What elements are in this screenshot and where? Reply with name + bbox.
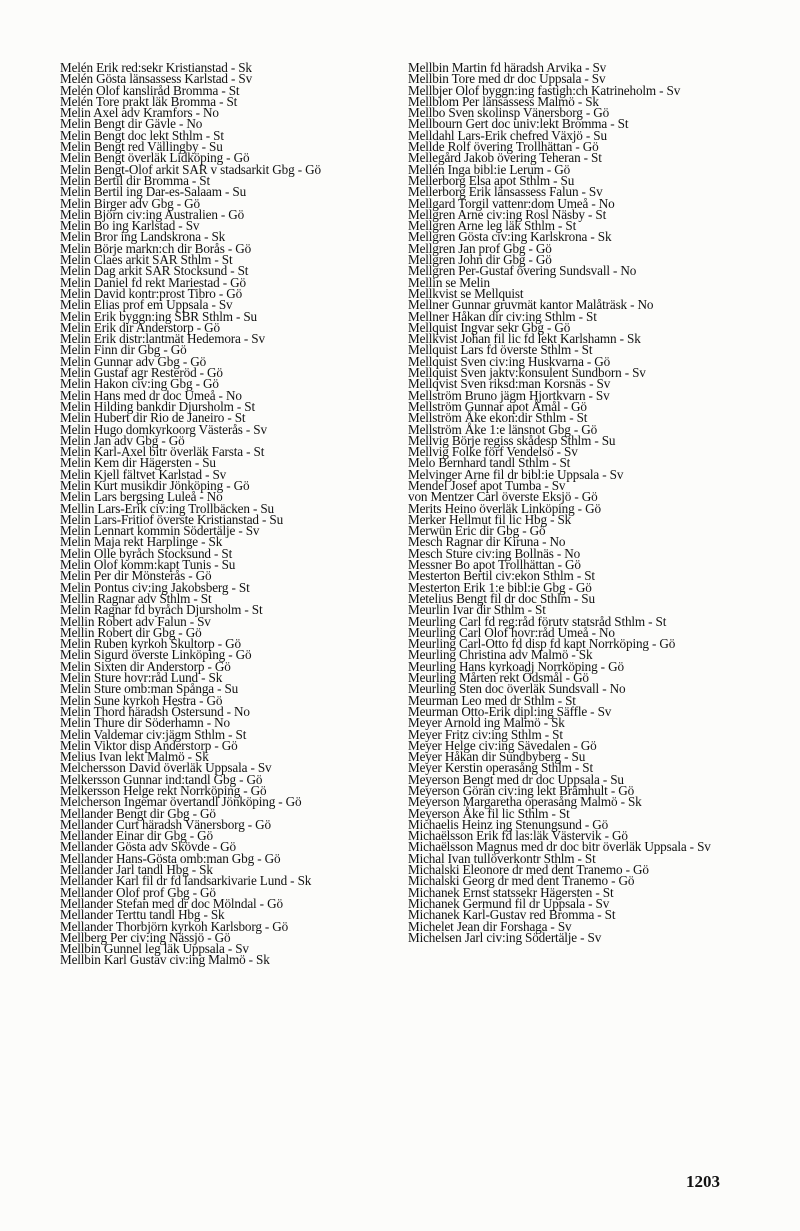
- directory-entry: Mellin Robert adv Falun - Sv: [60, 613, 211, 629]
- directory-entry: Mellbin Tore med dr doc Uppsala - Sv: [408, 71, 606, 87]
- directory-entry: Meyerson Bengt med dr doc Uppsala - Su: [408, 771, 624, 787]
- directory-entry: Meurling Hans kyrkoadj Norrköping - Gö: [408, 658, 624, 674]
- directory-entry: Mellgren Jan prof Gbg - Gö: [408, 240, 552, 256]
- directory-entry: Melin Viktor disp Anderstorp - Gö: [60, 737, 238, 753]
- directory-entry: Melin Dag arkit SAR Stocksund - St: [60, 263, 249, 279]
- directory-entry: Mellin Ragnar adv Sthlm - St: [60, 590, 212, 606]
- directory-entry: Mellkvist Johan fil lic fd lekt Karlshamn - Sk: [408, 331, 641, 347]
- directory-entry: Meyer Arnold ing Malmö - Sk: [408, 715, 565, 731]
- directory-entry: Merits Heino överläk Linköping - Gö: [408, 500, 601, 516]
- directory-entry: Mellander Terttu tandl Hbg - Sk: [60, 907, 225, 923]
- directory-entry: Michanek Karl-Gustav red Bromma - St: [408, 907, 616, 923]
- directory-entry: Melin Ruben kyrkoh Skultorp - Gö: [60, 636, 241, 652]
- directory-entry: Melin Claes arkit SAR Sthlm - St: [60, 252, 233, 268]
- directory-entry: Mellquist Ingvar sekr Gbg - Gö: [408, 319, 571, 335]
- page-number: 1203: [686, 1172, 720, 1191]
- directory-entry: Mellquist Sven civ:ing Huskvarna - Gö: [408, 353, 611, 369]
- directory-entry: Mellström Gunnar apot Åmål - Gö: [408, 398, 587, 414]
- directory-entry: Michalski Georg dr med dent Tranemo - Gö: [408, 873, 635, 889]
- directory-entry: Melin Sture hovr:råd Lund - Sk: [60, 670, 223, 686]
- directory-entry: Melin Sigurd överste Linköping - Gö: [60, 647, 252, 663]
- directory-entry: Melin Bror ing Landskrona - Sk: [60, 229, 226, 245]
- directory-entry: Mellblom Per länsassess Malmö - Sk: [408, 93, 599, 109]
- directory-entry: Meyer Håkan dir Sundbyberg - Su: [408, 749, 586, 765]
- directory-entry: Melin Lars bergsing Luleå - No: [60, 489, 223, 505]
- directory-entry: Melin Valdemar civ:jägm Sthlm - St: [60, 726, 247, 742]
- directory-entry: Michaëlsson Erik fd las:läk Västervik - Gö: [408, 828, 628, 844]
- directory-entry: Mellén Inga bibl:ie Lerum - Gö: [408, 161, 571, 177]
- directory-entry: Melin Sture omb:man Spånga - Su: [60, 681, 239, 697]
- directory-entry: Melén Erik red:sekr Kristianstad - Sk: [60, 60, 252, 75]
- directory-entry: Mesch Sture civ:ing Bollnäs - No: [408, 545, 581, 561]
- directory-entry: Mellgren Gösta civ:ing Karlskrona - Sk: [408, 229, 612, 245]
- directory-entry: Mellander Olof prof Gbg - Gö: [60, 884, 216, 900]
- directory-entry: Mellgren Arne leg läk Sthlm - St: [408, 218, 577, 234]
- directory-entry: Meurman Otto-Erik dipl:ing Säffle - Sv: [408, 703, 612, 719]
- directory-entry: Michanek Ernst statssekr Hägersten - St: [408, 884, 614, 900]
- directory-entry: Mellström Åke ekon:dir Sthlm - St: [408, 410, 588, 426]
- directory-entry: Mellin Robert dir Gbg - Gö: [60, 624, 202, 640]
- directory-entry: Melin Hilding bankdir Djursholm - St: [60, 398, 255, 414]
- directory-entry: Melin Hans med dr doc Umeå - No: [60, 387, 242, 403]
- directory-entry: Meurling Carl Olof hovr:råd Umeå - No: [408, 624, 615, 640]
- directory-entry: Melin Thure dir Söderhamn - No: [60, 715, 230, 731]
- directory-entry: Melcherson Ingemar övertandl Jönköping - Gö: [60, 794, 302, 810]
- directory-entry: Mellegård Jakob övering Teheran - St: [408, 150, 602, 166]
- directory-entry: Melin Maja rekt Harplinge - Sk: [60, 534, 223, 550]
- directory-entry: Mellner Håkan dir civ:ing Sthlm - St: [408, 308, 597, 324]
- directory-entry: Mellgren Per-Gustaf övering Sundsvall - No: [408, 263, 637, 279]
- directory-entry: Mellander Karl fil dr fd landsarkivarie Lund - Sk: [60, 873, 312, 889]
- directory-entry: Melén Olof kansliråd Bromma - St: [60, 82, 240, 98]
- directory-entry: Melin Bengt red Vällingby - Su: [60, 139, 223, 155]
- directory-entry: Mellander Einar dir Gbg - Gö: [60, 828, 213, 844]
- directory-entry: Melin Kem dir Hägersten - Su: [60, 455, 216, 471]
- directory-entry: Melin Jan adv Gbg - Gö: [60, 432, 185, 448]
- directory-entry: Mesterton Erik 1:e bibl:ie Gbg - Gö: [408, 579, 592, 595]
- directory-entry: Michalski Eleonore dr med dent Tranemo - Gö: [408, 862, 649, 878]
- directory-entry: Meurman Leo med dr Sthlm - St: [408, 692, 576, 708]
- directory-entry: Melin Gustaf agr Resteröd - Gö: [60, 365, 223, 381]
- directory-entry: Meyerson Göran civ:ing lekt Brämhult - Gö: [408, 783, 635, 798]
- directory-entry: Meurling Carl-Otto fd disp fd kapt Norrköping - Gö: [408, 636, 676, 652]
- directory-entry: Meurling Christina adv Malmö - Sk: [408, 647, 593, 663]
- directory-entry: Mellbo Sven skolinsp Vänersborg - Gö: [408, 105, 610, 121]
- directory-entry: Meurling Mårten rekt Ödsmål - Gö: [408, 670, 589, 686]
- directory-entry: Melin David kontr:prost Tibro - Gö: [60, 285, 243, 301]
- directory-entry: von Mentzer Carl överste Eksjö - Gö: [408, 489, 598, 505]
- directory-entry: Merker Hellmut fil lic Hbg - Sk: [408, 511, 572, 527]
- right-column: [408, 62, 738, 943]
- directory-entry: Meurlin Ivar dir Sthlm - St: [408, 602, 546, 618]
- directory-entry: Mellerborg Elsa apot Sthlm - Su: [408, 172, 575, 188]
- directory-entry: Mellbjer Olof byggn:ing fastigh:ch Katrineholm - Sv: [408, 82, 681, 98]
- directory-entry: Mellström Åke 1:e länsnot Gbg - Gö: [408, 421, 598, 437]
- directory-entry: Melin Pontus civ:ing Jakobsberg - St: [60, 579, 250, 595]
- directory-entry: Mellander Thorbjörn kyrkoh Karlsborg - Gö: [60, 918, 289, 934]
- directory-entry: Melin Bengt dir Gävle - No: [60, 116, 203, 132]
- directory-entry: Mellde Rolf övering Trollhättan - Gö: [408, 139, 599, 155]
- directory-entry: Melin Sixten dir Anderstorp - Gö: [60, 658, 231, 674]
- directory-entry: Melin Per dir Mönsterås - Gö: [60, 568, 212, 584]
- directory-entry: Mellander Curt häradsh Vänersborg - Gö: [60, 816, 271, 832]
- directory-entry: Mellkvist se Mellquist: [408, 285, 524, 301]
- directory-entry: Mellbin Martin fd häradsh Arvika - Sv: [408, 60, 607, 75]
- directory-entry: Michanek Germund fil dr Uppsala - Sv: [408, 895, 610, 911]
- directory-entry: Meyer Fritz civ:ing Sthlm - St: [408, 726, 563, 742]
- directory-entry: Melin Lars-Fritiof överste Kristianstad - Su: [60, 511, 284, 527]
- directory-entry: Mesterton Bertil civ:ekon Sthlm - St: [408, 568, 595, 584]
- directory-entry: Mellqvist Sven riksd:man Korsnäs - Sv: [408, 376, 611, 392]
- directory-entry: Melin Sune kyrkoh Hestra - Gö: [60, 692, 223, 708]
- directory-entry: Mellin se Melin: [408, 274, 490, 290]
- directory-entry: Mellander Gösta adv Skövde - Gö: [60, 839, 236, 855]
- directory-entry: Michelet Jean dir Forshaga - Sv: [408, 918, 572, 934]
- directory-entry: Mellgren Arne civ:ing Rosl Näsby - St: [408, 206, 607, 222]
- directory-entry: Melin Axel adv Kramfors - No: [60, 105, 219, 121]
- directory-entry: Merwün Eric dir Gbg - Gö: [408, 523, 546, 539]
- directory-entry: Mellin Lars-Erik civ:ing Trollbäcken - Su: [60, 500, 274, 516]
- directory-entry: Mellbourn Gert doc univ:lekt Bromma - St: [408, 116, 629, 132]
- directory-entry: Michaelis Heinz ing Stenungsund - Gö: [408, 816, 609, 832]
- directory-entry: Mellberg Per civ:ing Nässjö - Gö: [60, 929, 231, 945]
- directory-entry: Melin Finn dir Gbg - Gö: [60, 342, 187, 358]
- directory-entry: Meyerson Margaretha operasång Malmö - Sk: [408, 794, 642, 810]
- directory-entry: Mellander Jarl tandl Hbg - Sk: [60, 862, 213, 878]
- directory-entry: Mellgard Torgil vattenr:dom Umeå - No: [408, 195, 615, 211]
- directory-entry: Meurling Carl fd reg:råd förutv statsråd Sthlm - St: [408, 613, 667, 629]
- directory-entry: Mellander Stefan med dr doc Mölndal - Gö: [60, 895, 283, 911]
- directory-entry: Melvinger Arne fil dr bibl:ie Uppsala - Sv: [408, 466, 624, 482]
- directory-entry: Melin Hugo domkyrkoorg Västerås - Sv: [60, 421, 267, 437]
- directory-entry: Melo Bernhard tandl Sthlm - St: [408, 455, 571, 471]
- directory-entry: Melin Daniel fd rekt Mariestad - Gö: [60, 274, 246, 290]
- directory-entry: Melin Elias prof em Uppsala - Sv: [60, 297, 233, 313]
- directory-entry: Mellgren John dir Gbg - Gö: [408, 252, 552, 268]
- directory-entry: Michal Ivan tullöverkontr Sthlm - St: [408, 850, 596, 866]
- directory-entry: Melin Thord häradsh Östersund - No: [60, 703, 250, 719]
- directory-entry: Metelius Bengt fil dr doc Sthlm - Su: [408, 590, 595, 606]
- directory-entry: Melin Kjell fältvet Karlstad - Sv: [60, 466, 227, 482]
- directory-entry: Melin Bo ing Karlstad - Sv: [60, 218, 200, 234]
- directory-entry: Melin Hubert dir Rio de Janeiro - St: [60, 410, 246, 426]
- directory-entry: Melin Erik distr:lantmät Hedemora - Sv: [60, 331, 265, 347]
- directory-entry: Meurling Sten doc överläk Sundsvall - No: [408, 681, 626, 697]
- directory-entry: Mellström Bruno jägm Hjortkvarn - Sv: [408, 387, 610, 403]
- directory-entry: Melin Karl-Axel bitr överläk Farsta - St: [60, 444, 265, 460]
- directory-entry: Melin Olof komm:kapt Tunis - Su: [60, 557, 236, 573]
- directory-entry: Melin Björn civ:ing Australien - Gö: [60, 206, 245, 222]
- directory-entry: Messner Bo apot Trollhättan - Gö: [408, 557, 581, 573]
- directory-entry: Mellquist Sven jaktv:konsulent Sundborn - Sv: [408, 365, 646, 381]
- directory-entry: Meyer Helge civ:ing Sävedalen - Gö: [408, 737, 597, 753]
- directory-entry: Melkersson Helge rekt Norrköping - Gö: [60, 783, 267, 798]
- directory-entry: Melin Lennart kommin Södertälje - Sv: [60, 523, 260, 539]
- directory-entry: Mellvig Folke förf Vendelsö - Sv: [408, 444, 578, 460]
- directory-entry: Meyerson Åke fil lic Sthlm - St: [408, 805, 570, 821]
- directory-entry: Melin Erik byggn:ing SBR Sthlm - Su: [60, 308, 257, 324]
- directory-entry: Michaëlsson Magnus med dr doc bitr överläk Uppsala - Sv: [408, 839, 711, 855]
- left-column: [60, 62, 400, 966]
- directory-entry: Melin Gunnar adv Gbg - Gö: [60, 353, 207, 369]
- directory-entry: Melldahl Lars-Erik chefred Växjö - Su: [408, 127, 607, 143]
- directory-entry: Melén Tore prakt läk Bromma - St: [60, 93, 238, 109]
- directory-entry: Melin Bengt doc lekt Sthlm - St: [60, 127, 224, 143]
- directory-entry: Melin Olle byråch Stocksund - St: [60, 545, 233, 561]
- directory-entry: Melin Bertil ing Dar-es-Salaam - Su: [60, 184, 247, 200]
- directory-entry: Melin Birger adv Gbg - Gö: [60, 195, 200, 211]
- directory-entry: Melin Bertil dir Bromma - St: [60, 172, 211, 188]
- directory-entry: Melin Bengt-Olof arkit SAR v stadsarkit Gbg - Gö: [60, 161, 321, 177]
- directory-entry: Mesch Ragnar dir Kiruna - No: [408, 534, 566, 550]
- directory-entry: Mendel Josef apot Tumba - Sv: [408, 477, 566, 493]
- directory-entry: Mellbin Gunnel leg läk Uppsala - Sv: [60, 941, 249, 957]
- directory-entry: Mellner Gunnar gruvmät kantor Malåträsk - No: [408, 297, 654, 313]
- directory-entry: Melius Ivan lekt Malmö - Sk: [60, 749, 209, 765]
- directory-entry: Meyer Kerstin operasång Sthlm - St: [408, 760, 593, 776]
- directory-entry: Michelsen Jarl civ:ing Södertälje - Sv: [408, 929, 602, 945]
- directory-entry: Mellander Hans-Gösta omb:man Gbg - Gö: [60, 850, 281, 866]
- directory-entry: Melchersson David överläk Uppsala - Sv: [60, 760, 272, 776]
- directory-entry: Melkersson Gunnar ind:tandl Gbg - Gö: [60, 771, 263, 787]
- directory-entry: Melin Hakon civ:ing Gbg - Gö: [60, 376, 219, 392]
- directory-entry: Melin Erik dir Anderstorp - Gö: [60, 319, 220, 335]
- directory-entry: Melin Börje markn:ch dir Borås - Gö: [60, 240, 252, 256]
- directory-entry: Mellerborg Erik länsassess Falun - Sv: [408, 184, 603, 200]
- directory-entry: Mellander Bengt dir Gbg - Gö: [60, 805, 216, 821]
- directory-entry: Mellquist Lars fd överste Sthlm - St: [408, 342, 593, 358]
- directory-entry: Melin Bengt överläk Lidköping - Gö: [60, 150, 250, 166]
- directory-entry: Melin Ragnar fd byråch Djursholm - St: [60, 602, 263, 618]
- directory-entry: Melén Gösta länsassess Karlstad - Sv: [60, 71, 253, 87]
- directory-entry: Melin Kurt musikdir Jönköping - Gö: [60, 477, 250, 493]
- directory-entry: Mellbin Karl Gustav civ:ing Malmö - Sk: [60, 952, 270, 968]
- directory-entry: Mellvig Börje regiss skådesp Sthlm - Su: [408, 432, 616, 448]
